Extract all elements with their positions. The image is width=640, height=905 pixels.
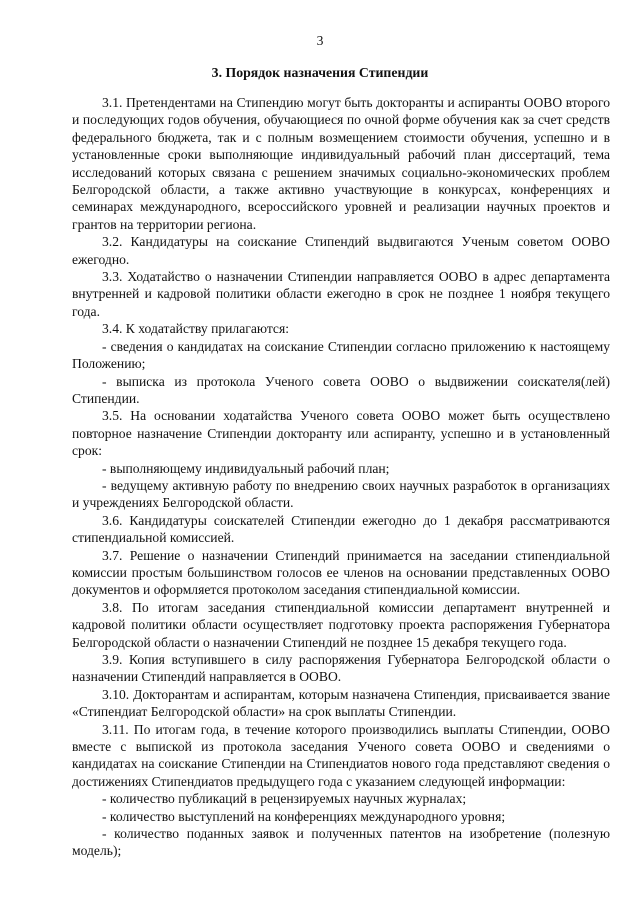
document-body [72, 94, 610, 860]
paragraph-3-10: 3.10. Докторантам и аспирантам, которым назначена Стипендия, присваивается звание «Стипендиат Белгородской области» на срок выплаты Стипендии. [72, 686, 610, 720]
paragraph-3-9: 3.9. Копия вступившего в силу распоряжения Губернатора Белгородской области о назначении Стипендий направляется в ООВО. [72, 652, 610, 685]
list-item: - количество публикаций в рецензируемых научных журналах; [102, 791, 467, 807]
paragraph-3-7: 3.7. Решение о назначении Стипендий принимается на заседании стипендиальной комиссии простым большинством голосов ее членов на основании представленных ООВО документов и оформляется протоколом заседания стипендиальной комиссии. [72, 547, 610, 598]
paragraph-3-6: 3.6. Кандидатуры соискателей Стипендии ежегодно до 1 декабря рассматриваются стипендиальной комиссией. [72, 512, 610, 546]
section-title: 3. Порядок назначения Стипендии [211, 65, 429, 80]
paragraph-3-1: 3.1. Претендентами на Стипендию могут быть докторанты и аспиранты ООВО второго и последующих годов обучения, обучающиеся по очной форме обучения как за счет средств федерального бюджета, так и с полным возмещением стоимости обучения, успешно и в установленные сроки выполняющие индивидуальный рабочий план диссертаций, тема исследований которых связана с решением значимых социально-экономических проблем Белгородской области, а также активно участвующие в конкурсах, конференциях и семинарах международного, всероссийского уровней и реализации научных проектов и грантов на территории региона. [72, 95, 610, 232]
list-item: - выполняющему индивидуальный рабочий план; [102, 460, 390, 476]
list-item: - сведения о кандидатах на соискание Стипендии согласно приложению к настоящему Положению; [72, 338, 610, 372]
paragraph-3-3: 3.3. Ходатайство о назначении Стипендии направляется ООВО в адрес департамента внутренней и кадровой политики области ежегодно в срок не позднее 1 ноября текущего года. [72, 269, 610, 319]
list-item: - количество выступлений на конференциях международного уровня; [102, 808, 506, 824]
paragraph-3-2: 3.2. Кандидатуры на соискание Стипендий выдвигаются Ученым советом ООВО ежегодно. [72, 234, 610, 267]
list-item: - выписка из протокола Ученого совета ООВО о выдвижении соискателя(лей) Стипендии. [72, 373, 610, 406]
paragraph-3-11: 3.11. По итогам года, в течение которого производились выплаты Стипендии, ООВО вместе с выпиской из протокола заседания Ученого совета ООВО и сведениями о кандидатах на соискание Стипендии на Стипендиатов нового года представляют сведения о достижениях Стипендиатов предыдущего года с указанием следующей информации: [72, 721, 610, 789]
page-number: 3 [316, 33, 324, 48]
paragraph-3-4: 3.4. К ходатайству прилагаются: [102, 321, 289, 337]
paragraph-3-8: 3.8. По итогам заседания стипендиальной комиссии департамент внутренней и кадровой политики области осуществляет подготовку проекта распоряжения Губернатора Белгородской области о назначении Стипендий не позднее 15 декабря текущего года. [72, 599, 610, 650]
list-item: - ведущему активную работу по внедрению своих научных разработок в организациях и учреждениях Белгородской области. [72, 477, 610, 511]
paragraph-3-5: 3.5. На основании ходатайства Ученого совета ООВО может быть осуществлено повторное назначение Стипендии докторанту или аспиранту, успешно и в установленный срок: [72, 408, 610, 459]
list-item: - количество поданных заявок и полученных патентов на изобретение (полезную модель); [72, 826, 610, 859]
